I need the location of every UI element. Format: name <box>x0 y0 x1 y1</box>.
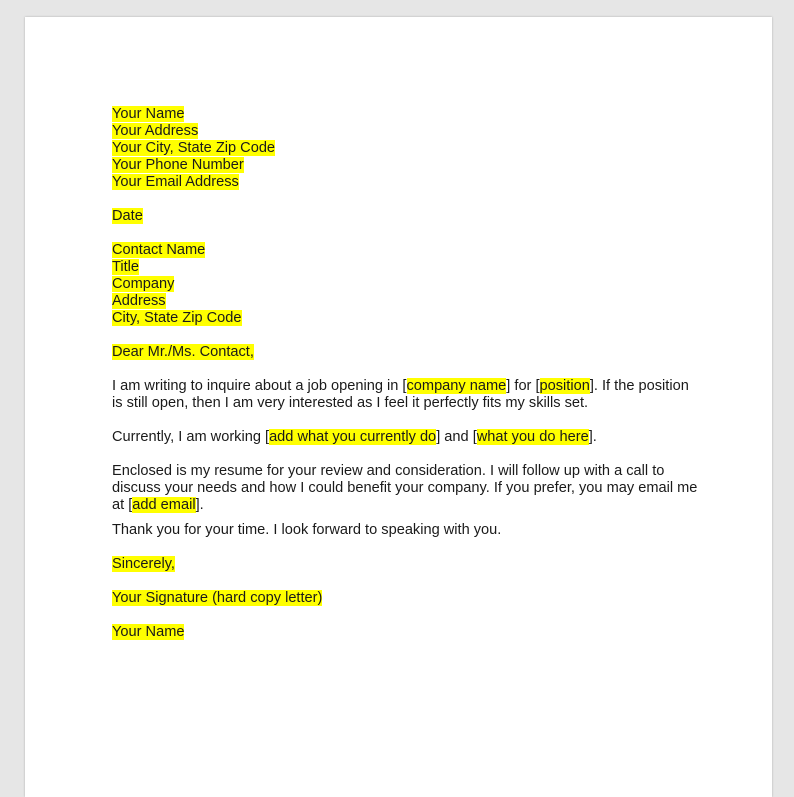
closing-block <box>112 556 702 573</box>
paragraph-current-work <box>112 429 702 446</box>
paragraph-thanks: Thank you for your time. I look forward to speaking with you. <box>112 522 502 538</box>
signature: Your Signature (hard copy letter) <box>112 590 323 606</box>
paragraph-text: ] and [ <box>436 429 477 445</box>
letter-body <box>112 106 702 641</box>
placeholder-work-here: what you do here <box>476 429 589 445</box>
paragraph-inquiry <box>112 378 702 412</box>
signature-block <box>112 590 702 607</box>
paragraph-text: ] for [ <box>506 378 540 394</box>
placeholder-email: add email <box>132 497 196 513</box>
date-block <box>112 208 702 225</box>
paragraph-text: Enclosed is my resume for your review and consideration. I will follow up with a call to discuss your needs and how I could benefit your company. If you prefer, you may email me at [ <box>112 463 698 513</box>
paragraph-enclosed <box>112 463 702 514</box>
letter-date: Date <box>112 208 143 224</box>
paragraph-text: ]. <box>588 429 597 445</box>
recipient-title: Title <box>112 259 140 275</box>
salutation: Dear Mr./Ms. Contact, <box>112 344 254 360</box>
sender-phone: Your Phone Number <box>112 157 244 173</box>
sender-block <box>112 106 702 191</box>
paragraph-text: ]. <box>195 497 204 513</box>
recipient-contact-name: Contact Name <box>112 242 206 258</box>
placeholder-position: position <box>539 378 590 394</box>
paragraph-text: ]. If the position is still open, then I am very interested as I feel it perfectly fits my skills set. <box>112 378 689 411</box>
placeholder-current-work: add what you currently do <box>269 429 437 445</box>
paragraph-text: Currently, I am working [ <box>112 429 270 445</box>
closing-name: Your Name <box>112 624 185 640</box>
placeholder-company-name: company name <box>406 378 507 394</box>
sender-email: Your Email Address <box>112 174 239 190</box>
salutation-block <box>112 344 702 361</box>
recipient-address: Address <box>112 293 166 309</box>
closing: Sincerely, <box>112 556 175 572</box>
sender-address: Your Address <box>112 123 199 139</box>
recipient-company: Company <box>112 276 175 292</box>
recipient-block <box>112 242 702 327</box>
recipient-city-state-zip: City, State Zip Code <box>112 310 242 326</box>
sender-name: Your Name <box>112 106 185 122</box>
document-page <box>25 17 772 797</box>
sender-city-state-zip: Your City, State Zip Code <box>112 140 276 156</box>
paragraph-text: I am writing to inquire about a job opening in [ <box>112 378 407 394</box>
closing-name-block <box>112 624 702 641</box>
